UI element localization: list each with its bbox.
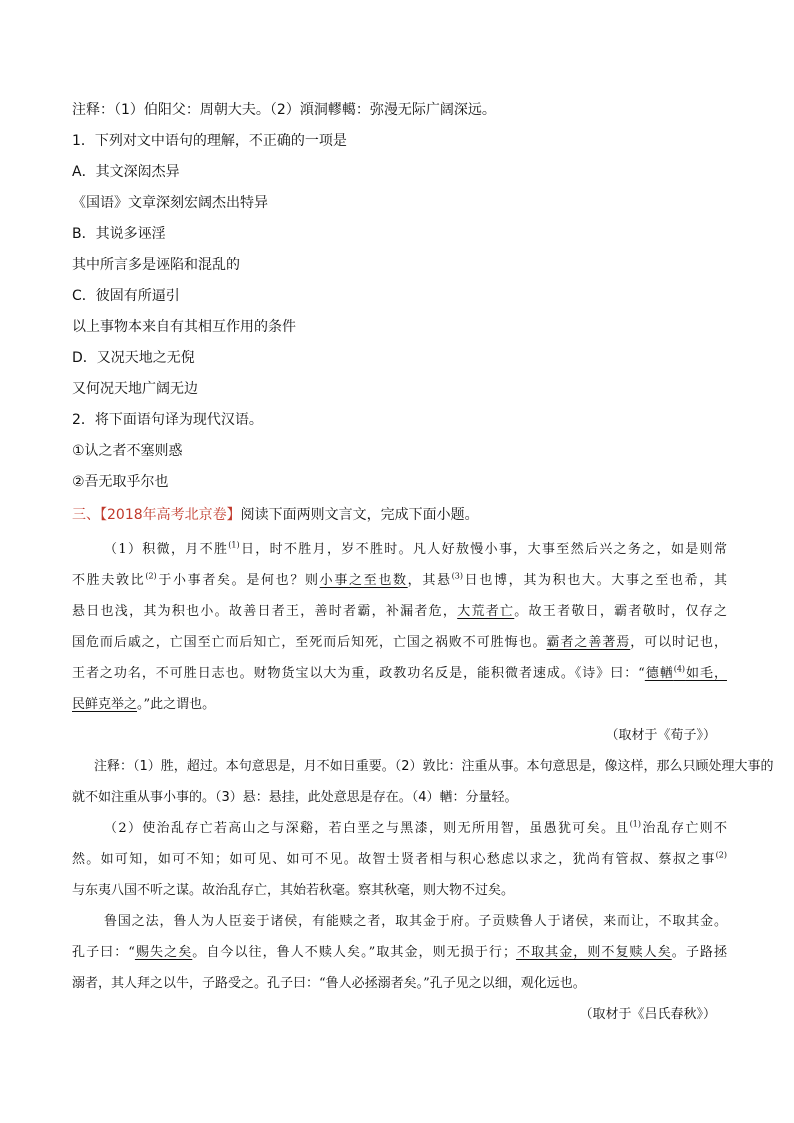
question-1-stem: 1．下列对文中语句的理解，不正确的一项是 [72,133,347,149]
passage-2-line-4: 鲁国之法，鲁人为人臣妾于诸侯，有能赎之者，取其金于府。子贡赎鲁人于诸侯，来而让，不取其金。 [104,914,727,929]
underlined-phrase: 霸者之善著焉 [546,635,631,650]
exam-source-tag: 【2018年高考北京卷】 [100,507,241,523]
option-a-label: A．其文深闳杰异 [72,164,180,180]
passage-1-line-4: 国危而后戚之，亡国至亡而后知亡，至死而后知死，亡国之祸败不可胜悔也。霸者之善著焉，可以时记也， [72,635,727,650]
underlined-phrase: 小事之至也数 [319,573,408,588]
notes-2-line-2: 就不如注重从事小事的。（3）悬：悬挂，此处意思是存在。（4）輶：分量轻。 [72,790,518,805]
option-c-meaning: 以上事物本来自有其相互作用的条件 [72,319,296,335]
question-2-item-1: ①认之者不塞则惑 [72,443,183,459]
passage-2-line-5: 孔子曰：“赐失之矣。自今以往，鲁人不赎人矣。”取其金，则无损于行；不取其金，则不复赎人矣。子路拯 [72,945,727,960]
underlined-phrase: 不取其金，则不复赎人矣 [515,945,672,960]
question-2-stem: 2．将下面语句译为现代汉语。 [72,412,263,428]
notes-line: 注释：（1）伯阳父：周朝大夫。（2）澒洞轇轕：弥漫无际广阔深远。 [72,102,496,118]
underlined-phrase: 赐失之矣 [134,945,193,960]
passage-1-line-2: 不胜夫敦比$^{(2)}$于小事者矣。是何也？则小事之至也数，其悬$^{(3)}$日也博，其为积也大。大事之至也希，其 [72,571,727,588]
section-number: 三、 [72,507,100,523]
passage-1-source: （取材于《荀子》） [605,728,716,743]
passage-2-source: （取材于《吕氏春秋》） [579,1007,716,1022]
section-instruction: 阅读下面两则文言文，完成下面小题。 [240,507,479,523]
underlined-phrase: 民鲜克举之 [72,697,138,712]
option-b-label: B．其说多诬淫 [72,226,166,242]
passage-1-line-6: 民鲜克举之。”此之谓也。 [72,697,216,712]
section-3-heading [72,505,479,525]
passage-1-line-5: 王者之功名，不可胜日志也。财物货宝以大为重，政教功名反是，能积微者速成。《诗》曰：“德輶$^{(4)}$如毛， [72,664,727,681]
question-2-item-2: ②吾无取乎尔也 [72,474,169,490]
option-d-label: D．又况天地之无倪 [72,350,195,366]
passage-1-line-3: 悬日也浅，其为积也小。故善日者王，善时者霸，补漏者危，大荒者亡。故王者敬日，霸者敬时，仅存之 [72,604,727,619]
passage-2-line-1: （2）使治乱存亡若高山之与深谿，若白垩之与黑漆，则无所用智，虽愚犹可矣。且$^{(1)}$治乱存亡则不 [104,819,727,836]
notes-2-line-1: 注释：（1）胜，超过。本句意思是，月不如日重要。（2）敦比：注重从事。本句意思是，像这样，那么只顾处理大事的 [94,759,774,774]
passage-2-line-3: 与东夷八国不听之谋。故治乱存亡，其始若秋毫。察其秋毫，则大物不过矣。 [72,883,515,898]
passage-1-line-1: （1）积微，月不胜$^{(1)}$日，时不胜月，岁不胜时。凡人好敖慢小事，大事至然后兴之务之，如是则常 [104,540,727,557]
underlined-phrase: 德輶$^{(4)}$如毛， [644,664,727,681]
passage-2-line-2: 然。如可知，如可不知；如可见、如可不见。故智士贤者相与积心愁虑以求之，犹尚有管叔、蔡叔之事$^{(2)}$ [72,850,727,867]
option-c-label: C．彼固有所逼引 [72,288,180,304]
option-a-meaning: 《国语》文章深刻宏阔杰出特异 [72,195,268,211]
option-d-meaning: 又何况天地广阔无边 [72,381,198,397]
underlined-phrase: 大荒者亡 [457,604,515,619]
option-b-meaning: 其中所言多是诬陷和混乱的 [72,257,240,273]
passage-2-line-6: 溺者，其人拜之以牛，子路受之。孔子曰：“鲁人必拯溺者矣。”孔子见之以细，观化远也。 [72,976,586,991]
